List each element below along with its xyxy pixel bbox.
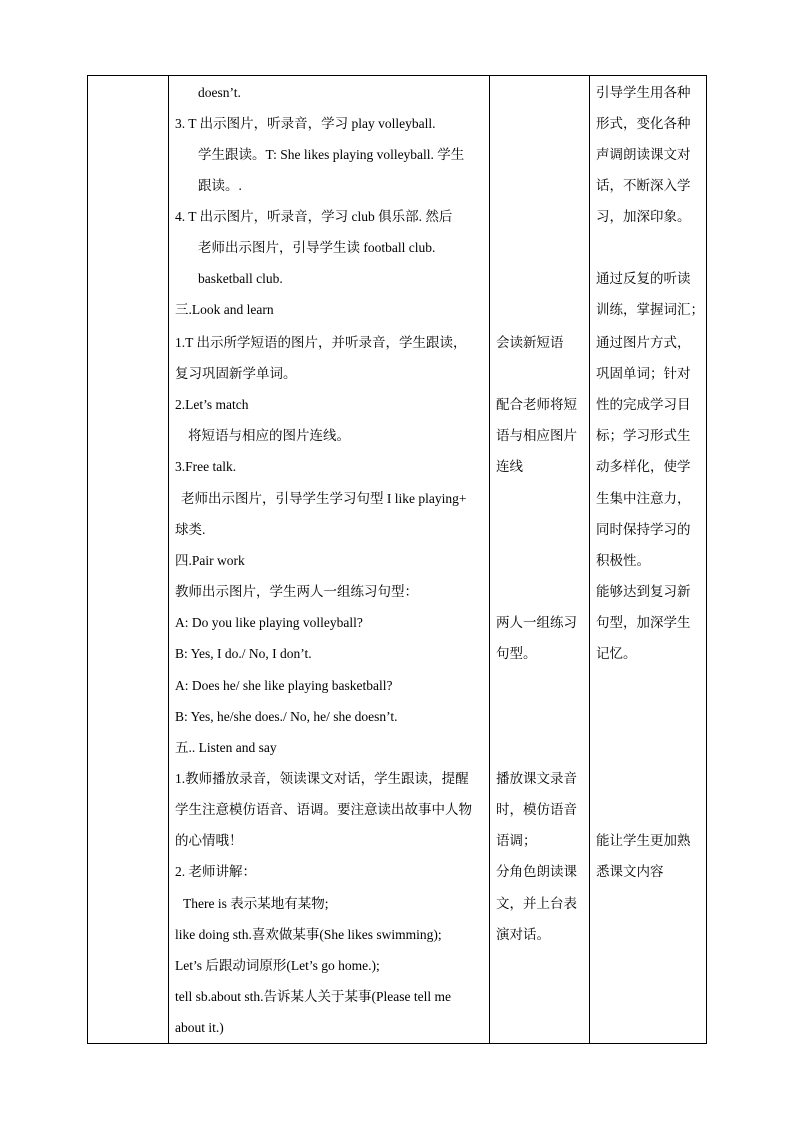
intent-line: 巩固单词；针对 <box>596 366 691 382</box>
dialogue-line: B: Yes, I do./ No, I don’t. <box>175 646 312 661</box>
process-line: 3. T 出示图片，听录音，学习 play volleyball. <box>175 116 436 131</box>
section-heading: 三.Look and learn <box>175 302 274 317</box>
intent-line: 声调朗读课文对 <box>596 147 691 163</box>
process-line: 老师出示图片，引导学生学习句型 I like playing+ <box>181 491 467 506</box>
intent-line: 话，不断深入学 <box>596 178 691 194</box>
intent-line: 通过反复的听读 <box>596 271 691 287</box>
activity-line: 时，模仿语音 <box>496 802 577 818</box>
activity-line: 播放课文录音 <box>496 771 577 787</box>
section-heading: 五.. Listen and say <box>175 740 277 755</box>
process-line: 将短语与相应的图片连线。 <box>188 428 350 443</box>
intent-line: 通过图片方式， <box>596 335 691 351</box>
activity-line: 文，并上台表 <box>496 896 577 912</box>
process-line: 2. 老师讲解： <box>175 864 256 879</box>
intent-line: 同时保持学习的 <box>596 522 691 538</box>
process-line: 1.教师播放录音，领读课文对话，学生跟读，提醒 <box>175 771 469 786</box>
activity-line: 连线 <box>496 459 523 475</box>
section-heading: 四.Pair work <box>175 553 245 568</box>
column-divider <box>589 76 590 1043</box>
dialogue-line: A: Do you like playing volleyball? <box>175 615 363 630</box>
process-line: 学生跟读。T: She likes playing volleyball. 学生 <box>198 147 465 162</box>
activity-line: 语调； <box>496 833 537 849</box>
grammar-note: like doing sth.喜欢做某事(She likes swimming); <box>175 927 442 942</box>
dialogue-line: B: Yes, he/she does./ No, he/ she doesn’t. <box>175 709 398 724</box>
activity-line: 会读新短语 <box>496 335 564 351</box>
grammar-note: about it.) <box>175 1020 224 1035</box>
grammar-note: There is 表示某地有某物; <box>183 896 329 911</box>
process-line: 2.Let’s match <box>175 397 249 412</box>
process-line: 教师出示图片，学生两人一组练习句型： <box>175 584 418 599</box>
lesson-plan-table <box>87 75 707 1044</box>
dialogue-line: A: Does he/ she like playing basketball? <box>175 678 393 693</box>
intent-line: 习，加深印象。 <box>596 209 691 225</box>
process-line: 的心情哦！ <box>175 833 243 848</box>
intent-line: 动多样化，使学 <box>596 459 691 475</box>
column-divider <box>168 76 169 1043</box>
process-line: 学生注意模仿语音、语调。要注意读出故事中人物 <box>175 802 472 817</box>
intent-line: 能够达到复习新 <box>596 584 691 600</box>
intent-line: 引导学生用各种 <box>596 85 691 101</box>
process-line: 4. T 出示图片，听录音，学习 club 俱乐部. 然后 <box>175 209 453 224</box>
process-line: 3.Free talk. <box>175 459 237 474</box>
intent-line: 性的完成学习目 <box>596 397 691 413</box>
activity-line: 两人一组练习 <box>496 615 577 631</box>
activity-line: 配合老师将短 <box>496 397 577 413</box>
activity-line: 语与相应图片 <box>496 428 577 444</box>
grammar-note: Let’s 后跟动词原形(Let’s go home.); <box>175 958 380 973</box>
column-divider <box>489 76 490 1043</box>
grammar-note: tell sb.about sth.告诉某人关于某事(Please tell me <box>175 989 451 1004</box>
process-line: basketball club. <box>198 271 283 286</box>
intent-line: 记忆。 <box>596 646 637 662</box>
process-line: 1.T 出示所学短语的图片，并听录音，学生跟读， <box>175 335 467 350</box>
intent-line: 句型，加深学生 <box>596 615 691 631</box>
process-line: 复习巩固新学单词。 <box>175 366 297 381</box>
activity-line: 分角色朗读课 <box>496 864 577 880</box>
intent-line: 积极性。 <box>596 553 650 569</box>
intent-line: 标；学习形式生 <box>596 428 691 444</box>
intent-line: 训练，掌握词汇； <box>596 302 704 318</box>
intent-line: 悉课文内容 <box>596 864 664 880</box>
process-line: 老师出示图片，引导学生读 football club. <box>198 240 436 255</box>
process-line: 球类. <box>175 522 206 537</box>
intent-line: 生集中注意力， <box>596 491 691 507</box>
process-line: 跟读。. <box>198 178 242 193</box>
intent-line: 能让学生更加熟 <box>596 833 691 849</box>
intent-line: 形式，变化各种 <box>596 116 691 132</box>
activity-line: 演对话。 <box>496 927 550 943</box>
activity-line: 句型。 <box>496 646 537 662</box>
process-line: doesn’t. <box>198 85 241 100</box>
